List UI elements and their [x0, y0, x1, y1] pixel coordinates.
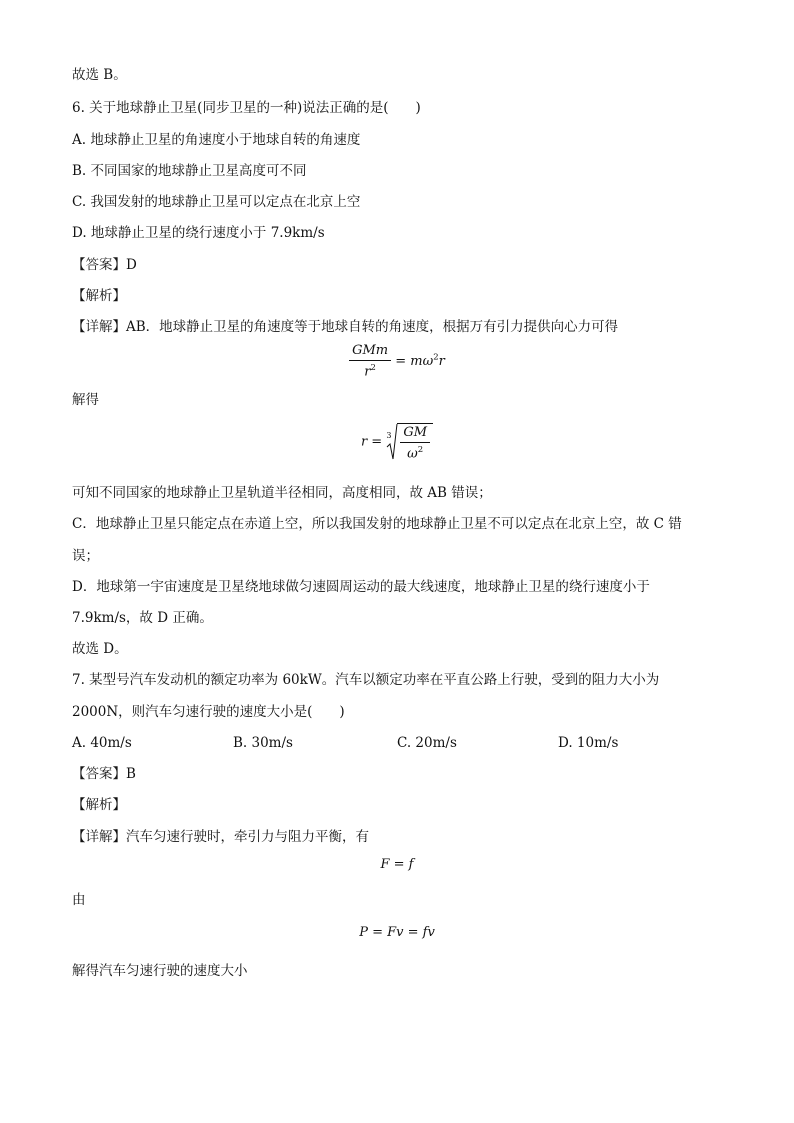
answer-value: B [126, 766, 136, 782]
q6-option-d: D. 地球静止卫星的绕行速度小于 7.9km/s [72, 225, 325, 241]
q7-stem-line-2: 2000N，则汽车匀速行驶的速度大小是( ) [72, 704, 345, 720]
detail-text: 汽车匀速行驶时，牵引力与阻力平衡，有 [126, 829, 369, 845]
q6-equation-1 [0, 343, 794, 379]
q6-line-d1: D．地球第一宇宙速度是卫星绕地球做匀速圆周运动的最大线速度，地球静止卫星的绕行速度小于 [72, 579, 650, 595]
q7-option-c: C. 20m/s [397, 735, 457, 751]
q6-option-c: C. 我国发射的地球静止卫星可以定点在北京上空 [72, 194, 361, 210]
eq2-denominator: $\omega^2$ [407, 445, 424, 462]
q7-answer [72, 765, 136, 783]
q7-detail [72, 828, 369, 846]
q7-equation-2: P = Fv = fv [359, 925, 435, 940]
eq2-numerator: GM [400, 425, 430, 443]
prev-conclusion: 故选 B。 [72, 67, 127, 83]
q7-stem-line-1: 7. 某型号汽车发动机的额定功率为 60kW。汽车以额定功率在平直公路上行驶，受到的阻力大小为 [72, 672, 660, 688]
detail-label: 【详解】 [72, 829, 126, 845]
eq1-numerator: GMm [349, 343, 391, 361]
q7-analysis-label: 【解析】 [72, 797, 126, 813]
answer-value: D [126, 257, 137, 273]
q6-solve-label: 解得 [72, 392, 99, 408]
root-body [397, 423, 433, 461]
q7-option-b: B. 30m/s [233, 735, 293, 751]
q6-line-c1: C．地球静止卫星只能定点在赤道上空，所以我国发射的地球静止卫星不可以定点在北京上空，故 C 错 [72, 516, 682, 532]
q7-option-d: D. 10m/s [558, 735, 619, 751]
q6-stem: 6. 关于地球静止卫星(同步卫星的一种)说法正确的是( ) [72, 100, 421, 116]
q6-line-d2: 7.9km/s，故 D 正确。 [72, 610, 213, 626]
root-index: 3 [386, 431, 392, 440]
q6-option-a: A. 地球静止卫星的角速度小于地球自转的角速度 [72, 132, 361, 148]
q6-analysis-label: 【解析】 [72, 288, 126, 304]
detail-text: AB．地球静止卫星的角速度等于地球自转的角速度，根据万有引力提供向心力可得 [126, 319, 619, 335]
q7-option-a: A. 40m/s [72, 735, 132, 751]
q7-equation-1: F = f [380, 857, 414, 872]
eq1-fraction [349, 343, 391, 379]
detail-label: 【详解】 [72, 319, 126, 335]
eq2-lhs: r = [360, 434, 383, 450]
answer-label: 【答案】 [72, 257, 126, 273]
q6-answer [72, 256, 137, 274]
eq1-rhs: = $m\omega^2r$ [395, 352, 445, 369]
q6-conclusion: 故选 D。 [72, 641, 128, 657]
cube-root [386, 423, 433, 461]
q7-by-label: 由 [72, 892, 86, 908]
q6-line-c2: 误； [72, 548, 99, 564]
q6-line-ab: 可知不同国家的地球静止卫星轨道半径相同，高度相同，故 AB 错误； [72, 485, 492, 501]
q6-equation-2 [0, 423, 794, 461]
eq1-denominator: $r^2$ [364, 363, 376, 380]
answer-label: 【答案】 [72, 766, 126, 782]
q7-last-line: 解得汽车匀速行驶的速度大小 [72, 963, 248, 979]
q6-option-b: B. 不同国家的地球静止卫星高度可不同 [72, 163, 307, 179]
q6-detail [72, 318, 618, 336]
